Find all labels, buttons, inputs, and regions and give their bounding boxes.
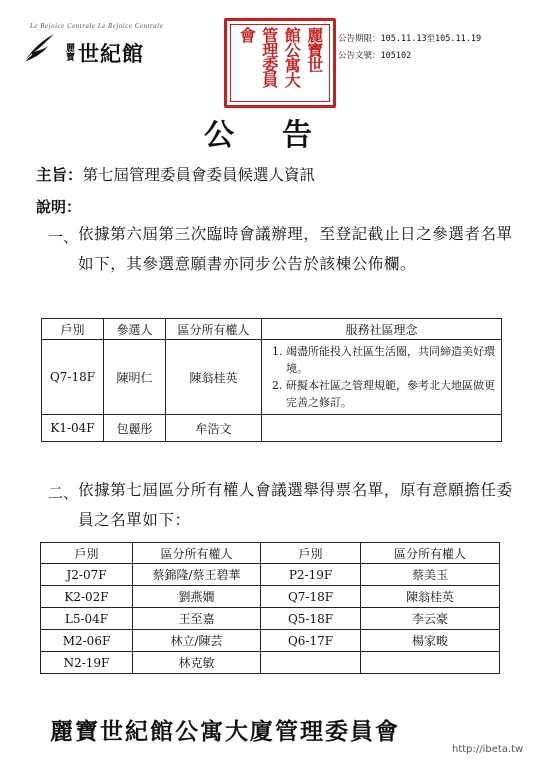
ideas-cell (262, 415, 502, 442)
ideas-cell (262, 340, 502, 415)
owner-cell: 蔡錦隆/蔡王碧華 (133, 564, 261, 586)
logo-name: 世紀館 (78, 41, 144, 66)
owner-cell: 李云豪 (361, 608, 500, 630)
seal-column: 麗寶世 (304, 27, 324, 72)
table-header-row (42, 319, 502, 340)
committee-name-footer: 麗寶世紀館公寓大廈管理委員會 (50, 718, 400, 745)
table-row (42, 340, 502, 415)
unit-cell: N2-19F (41, 652, 133, 674)
committee-seal (224, 18, 336, 108)
table-row (41, 652, 500, 674)
seal-column: 管理委員 (259, 27, 279, 87)
unit-cell: J2-07F (41, 564, 133, 586)
owner-cell: 陳翁桂英 (166, 340, 262, 415)
header-unit: 戶別 (42, 319, 104, 340)
unit-cell: Q6-17F (261, 630, 361, 652)
header-unit: 戶別 (41, 543, 133, 564)
item-1-text: 依據第六屆第三次臨時會議辦理，至登記截止日之參選者名單如下，其參選意願書亦同步公告於該棟公佈欄。 (78, 225, 513, 273)
header-ideas: 服務社區理念 (262, 319, 502, 340)
idea-item: 2. 研擬本社區之管理規範，參考北大地區做更完善之修訂。 (286, 377, 497, 411)
owners-table (40, 542, 500, 674)
unit-cell: M2-06F (41, 630, 133, 652)
subject-line (36, 163, 315, 185)
owner-cell: 蔡美玉 (361, 564, 500, 586)
header-unit: 戶別 (261, 543, 361, 564)
table-row (42, 415, 502, 442)
owner-cell: 楊家畯 (361, 630, 500, 652)
unit-cell: Q5-18F (261, 608, 361, 630)
owner-cell: 劉燕嫺 (133, 586, 261, 608)
page-title: 公告 (204, 118, 360, 153)
unit-cell: K1-04F (42, 415, 104, 442)
subject-text: 第七屆管理委員會委員候選人資訊 (82, 166, 316, 184)
item-1-number: 一、 (48, 228, 79, 246)
unit-cell: Q7-18F (42, 340, 104, 415)
feather-logo-icon (20, 32, 56, 64)
explanation-label: 說明： (36, 198, 82, 216)
unit-cell: L5-04F (41, 608, 133, 630)
owner-cell: 林立/陳芸 (133, 630, 261, 652)
notice-period: 公告期限：105.11.13至105.11.19 (338, 34, 482, 44)
table-row (41, 564, 500, 586)
unit-cell: P2-19F (261, 564, 361, 586)
notice-doc-number: 公告文號：105102 (338, 51, 412, 61)
unit-cell: Q7-18F (261, 586, 361, 608)
header-owner: 區分所有權人 (361, 543, 500, 564)
watermark: http://ibeta.tw (452, 744, 524, 755)
owner-cell: 林克敏 (133, 652, 261, 674)
item-2-text: 依據第七屆區分所有權人會議選舉得票名單，原有意願擔任委員之名單如下： (78, 481, 513, 529)
seal-column: 會 (237, 27, 257, 42)
item-2-number: 二、 (48, 484, 79, 502)
logo-script-text: Le Rejoice Centrale Le Rejoice Centrale (30, 22, 164, 30)
idea-item: 1. 竭盡所能投入社區生活圈，共同締造美好環境。 (286, 343, 497, 377)
header-owner: 區分所有權人 (166, 319, 262, 340)
candidates-table (41, 318, 502, 442)
header-candidate: 參選人 (104, 319, 166, 340)
table-row (41, 608, 500, 630)
candidate-cell: 包麗彤 (104, 415, 166, 442)
owner-cell (361, 652, 500, 674)
owner-cell: 牟浩文 (166, 415, 262, 442)
header-owner: 區分所有權人 (133, 543, 261, 564)
table-row (41, 630, 500, 652)
subject-label: 主旨： (36, 165, 83, 184)
owner-cell: 陳翁桂英 (361, 586, 500, 608)
candidate-cell: 陳明仁 (104, 340, 166, 415)
table-header-row (41, 543, 500, 564)
logo-small-text: 麗寶 (66, 44, 76, 63)
table-row (41, 586, 500, 608)
seal-column: 館公寓大 (282, 27, 302, 87)
unit-cell: K2-02F (41, 586, 133, 608)
unit-cell (261, 652, 361, 674)
owner-cell: 王至嘉 (133, 608, 261, 630)
